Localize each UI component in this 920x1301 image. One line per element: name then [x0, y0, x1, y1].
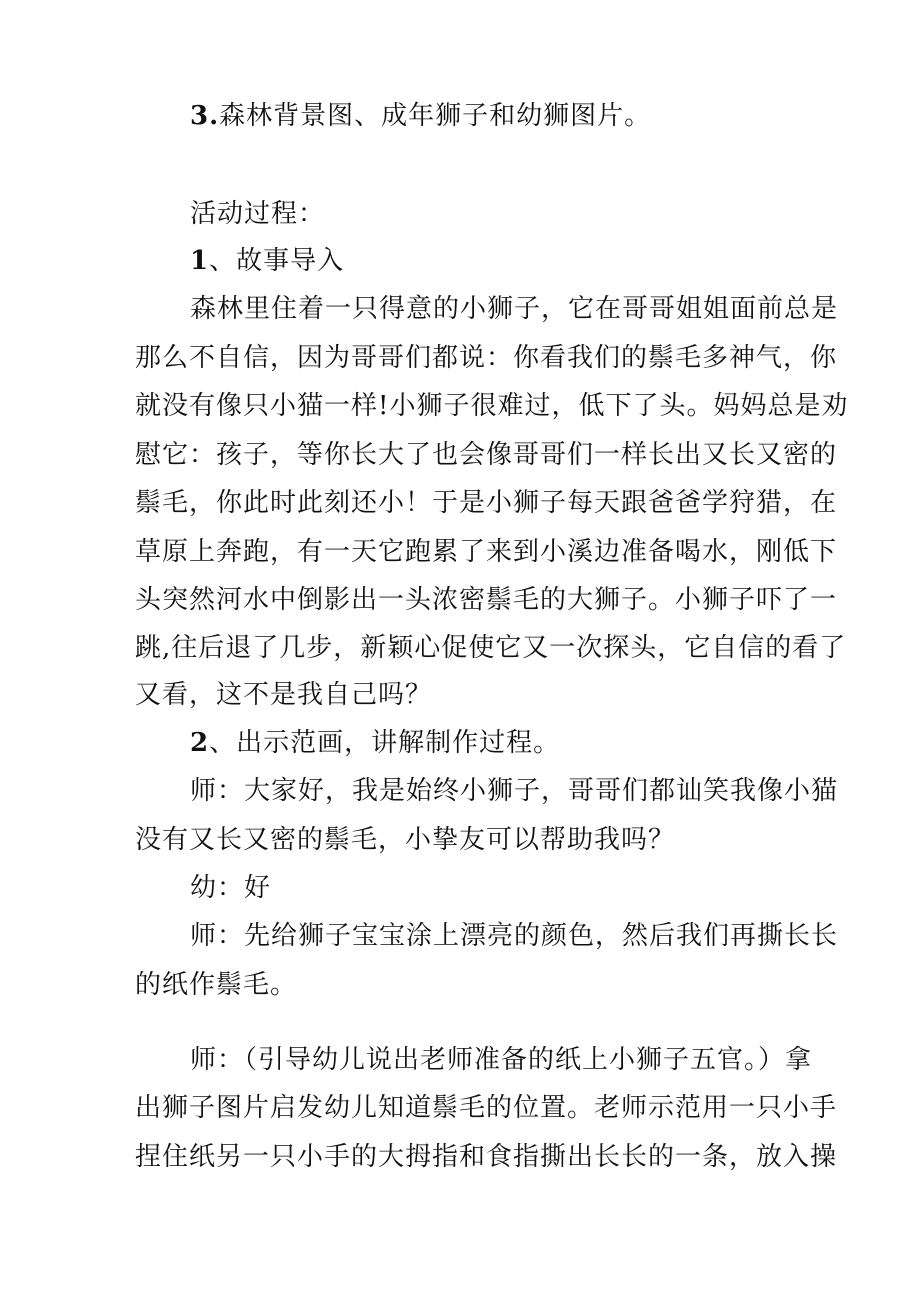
story-line: 又看，这不是我自己吗？ [135, 680, 433, 710]
item-number: 3. [190, 101, 220, 131]
step2-heading [190, 725, 920, 761]
step-number: 1 [190, 246, 210, 276]
step1-heading [190, 243, 920, 279]
materials-item-3 [190, 98, 920, 134]
dialogue-line: 师：大家好，我是始终小狮子，哥哥们都讪笑我像小猫 [190, 776, 839, 806]
dialogue-line: 师：先给狮子宝宝涂上漂亮的颜色，然后我们再撕长长 [190, 921, 839, 951]
dialogue-line: 幼：好 [190, 873, 272, 903]
story-line: 慰它：孩子，等你长大了也会像哥哥们一样长出又长又密的 [135, 440, 838, 470]
story-line: 就没有像只小猫一样!小狮子很难过，低下了头。妈妈总是劝 [135, 391, 849, 421]
story-line: 头突然河水中倒影出一头浓密鬃毛的大狮子。小狮子吓了一 [135, 585, 838, 615]
item-text: 森林背景图、成年狮子和幼狮图片。 [219, 101, 652, 131]
story-line: 草原上奔跑，有一天它跑累了来到小溪边准备喝水，刚低下 [135, 537, 838, 567]
story-line: 跳,往后退了几步，新颖心促使它又一次探头，它自信的看了 [135, 633, 847, 663]
story-line: 森林里住着一只得意的小狮子，它在哥哥姐姐面前总是 [190, 294, 839, 324]
story-line: 鬃毛，你此时此刻还小！于是小狮子每天跟爸爸学狩猎，在 [135, 488, 838, 518]
process-heading: 活动过程： [190, 199, 326, 229]
dialogue-line: 出狮子图片启发幼儿知道鬃毛的位置。老师示范用一只小手 [135, 1093, 838, 1123]
dialogue-line: 师：（引导幼儿说出老师准备的纸上小狮子五官。）拿 [190, 1045, 813, 1075]
dialogue-line: 没有又长又密的鬃毛，小挚友可以帮助我吗？ [135, 825, 676, 855]
dialogue-line: 捏住纸另一只小手的大拇指和食指撕出长长的一条，放入操 [135, 1142, 838, 1172]
step-number: 2 [190, 728, 210, 758]
step-text: 、故事导入 [209, 246, 345, 276]
story-line: 那么不自信，因为哥哥们都说：你看我们的鬃毛多神气，你 [135, 343, 838, 373]
step-text: 、出示范画，讲解制作过程。 [209, 728, 561, 758]
dialogue-line: 的纸作鬃毛。 [135, 970, 298, 1000]
